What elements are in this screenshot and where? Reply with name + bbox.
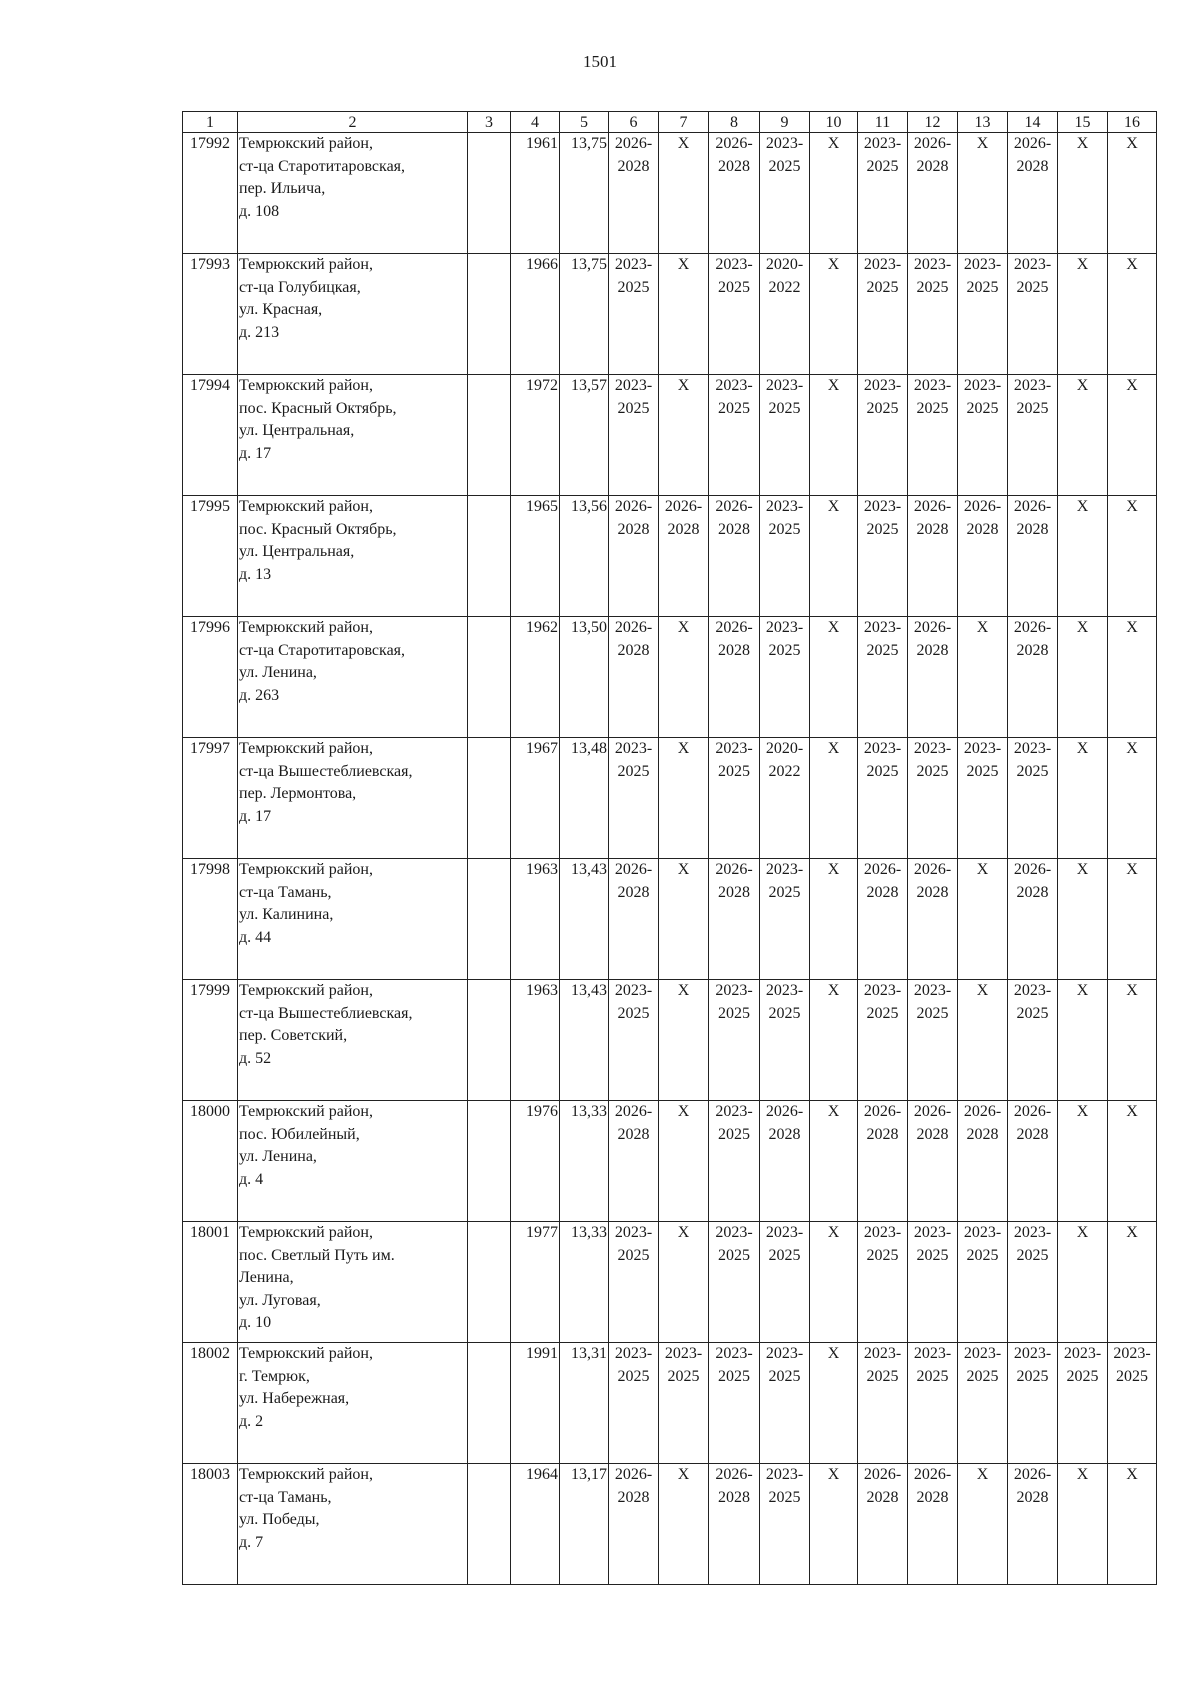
period-cell-6: 2023- 2025 [609, 375, 659, 496]
registry-table [182, 111, 1157, 1585]
table-row [183, 254, 1157, 375]
area-cell: 13,33 [560, 1101, 609, 1222]
period-cell-13: Х [958, 617, 1008, 738]
row-number-cell: 18002 [183, 1343, 238, 1464]
period-cell-6: 2023- 2025 [609, 1343, 659, 1464]
period-cell-14: 2026- 2028 [1008, 496, 1058, 617]
period-cell-8: 2026- 2028 [709, 133, 760, 254]
row-number-cell: 17999 [183, 980, 238, 1101]
period-cell-8: 2023- 2025 [709, 738, 760, 859]
area-cell: 13,75 [560, 254, 609, 375]
period-cell-15: Х [1058, 1222, 1108, 1343]
period-cell-12: 2023- 2025 [908, 738, 958, 859]
period-cell-11: 2023- 2025 [858, 1343, 908, 1464]
period-cell-13: 2023- 2025 [958, 254, 1008, 375]
table-row [183, 1343, 1157, 1464]
column-3-cell [468, 254, 511, 375]
address-cell: Темрюкский район, г. Темрюк, ул. Набережная, д. 2 [238, 1343, 468, 1464]
column-3-cell [468, 496, 511, 617]
address-cell: Темрюкский район, пос. Красный Октябрь, ул. Центральная, д. 17 [238, 375, 468, 496]
period-cell-9: 2023- 2025 [760, 1343, 810, 1464]
period-cell-6: 2023- 2025 [609, 1222, 659, 1343]
period-cell-11: 2023- 2025 [858, 617, 908, 738]
period-cell-8: 2026- 2028 [709, 617, 760, 738]
year-cell: 1963 [511, 859, 560, 980]
period-cell-16: Х [1108, 1101, 1157, 1222]
period-cell-10: Х [810, 1101, 858, 1222]
area-cell: 13,33 [560, 1222, 609, 1343]
period-cell-15: Х [1058, 496, 1108, 617]
year-cell: 1972 [511, 375, 560, 496]
table-row [183, 1222, 1157, 1343]
row-number-cell: 17993 [183, 254, 238, 375]
period-cell-13: 2023- 2025 [958, 1222, 1008, 1343]
period-cell-8: 2023- 2025 [709, 1222, 760, 1343]
period-cell-16: Х [1108, 738, 1157, 859]
row-number-cell: 17994 [183, 375, 238, 496]
column-3-cell [468, 617, 511, 738]
period-cell-6: 2023- 2025 [609, 980, 659, 1101]
period-cell-10: Х [810, 375, 858, 496]
period-cell-16: Х [1108, 254, 1157, 375]
period-cell-14: 2023- 2025 [1008, 1222, 1058, 1343]
area-cell: 13,17 [560, 1464, 609, 1585]
period-cell-9: 2023- 2025 [760, 980, 810, 1101]
period-cell-10: Х [810, 496, 858, 617]
period-cell-14: 2023- 2025 [1008, 375, 1058, 496]
period-cell-11: 2023- 2025 [858, 133, 908, 254]
row-number-cell: 17997 [183, 738, 238, 859]
column-3-cell [468, 1222, 511, 1343]
address-cell: Темрюкский район, ст-ца Старотитаровская, ул. Ленина, д. 263 [238, 617, 468, 738]
table-row [183, 1464, 1157, 1585]
period-cell-7: Х [659, 859, 709, 980]
column-header: 12 [908, 112, 958, 133]
area-cell: 13,50 [560, 617, 609, 738]
column-3-cell [468, 1464, 511, 1585]
table-row [183, 375, 1157, 496]
period-cell-14: 2023- 2025 [1008, 980, 1058, 1101]
table-row [183, 617, 1157, 738]
period-cell-8: 2023- 2025 [709, 254, 760, 375]
row-number-cell: 17996 [183, 617, 238, 738]
period-cell-6: 2026- 2028 [609, 1464, 659, 1585]
area-cell: 13,43 [560, 859, 609, 980]
row-number-cell: 18001 [183, 1222, 238, 1343]
period-cell-15: Х [1058, 254, 1108, 375]
address-cell: Темрюкский район, ст-ца Тамань, ул. Калинина, д. 44 [238, 859, 468, 980]
period-cell-7: Х [659, 1222, 709, 1343]
column-3-cell [468, 859, 511, 980]
column-header: 5 [560, 112, 609, 133]
period-cell-10: Х [810, 617, 858, 738]
registry-body [183, 133, 1157, 1585]
area-cell: 13,48 [560, 738, 609, 859]
period-cell-8: 2023- 2025 [709, 1343, 760, 1464]
period-cell-7: Х [659, 133, 709, 254]
period-cell-11: 2026- 2028 [858, 859, 908, 980]
period-cell-15: Х [1058, 133, 1108, 254]
period-cell-16: Х [1108, 1464, 1157, 1585]
period-cell-9: 2023- 2025 [760, 133, 810, 254]
period-cell-7: Х [659, 980, 709, 1101]
period-cell-11: 2023- 2025 [858, 375, 908, 496]
column-header: 9 [760, 112, 810, 133]
row-number-cell: 18003 [183, 1464, 238, 1585]
period-cell-12: 2023- 2025 [908, 980, 958, 1101]
period-cell-14: 2023- 2025 [1008, 254, 1058, 375]
period-cell-11: 2023- 2025 [858, 254, 908, 375]
period-cell-12: 2026- 2028 [908, 859, 958, 980]
period-cell-14: 2026- 2028 [1008, 133, 1058, 254]
row-number-cell: 17995 [183, 496, 238, 617]
period-cell-14: 2026- 2028 [1008, 1101, 1058, 1222]
period-cell-12: 2026- 2028 [908, 1101, 958, 1222]
year-cell: 1977 [511, 1222, 560, 1343]
area-cell: 13,57 [560, 375, 609, 496]
period-cell-8: 2023- 2025 [709, 1101, 760, 1222]
address-cell: Темрюкский район, ст-ца Старотитаровская, пер. Ильича, д. 108 [238, 133, 468, 254]
row-number-cell: 17992 [183, 133, 238, 254]
table-row [183, 1101, 1157, 1222]
column-header: 10 [810, 112, 858, 133]
column-header: 8 [709, 112, 760, 133]
period-cell-14: 2026- 2028 [1008, 1464, 1058, 1585]
period-cell-6: 2026- 2028 [609, 859, 659, 980]
period-cell-15: 2023- 2025 [1058, 1343, 1108, 1464]
period-cell-14: 2026- 2028 [1008, 617, 1058, 738]
period-cell-13: Х [958, 133, 1008, 254]
page-number: 1501 [583, 52, 617, 71]
period-cell-13: 2026- 2028 [958, 1101, 1008, 1222]
column-header: 11 [858, 112, 908, 133]
period-cell-14: 2026- 2028 [1008, 859, 1058, 980]
period-cell-15: Х [1058, 859, 1108, 980]
period-cell-8: 2026- 2028 [709, 859, 760, 980]
area-cell: 13,75 [560, 133, 609, 254]
period-cell-11: 2026- 2028 [858, 1101, 908, 1222]
column-header: 16 [1108, 112, 1157, 133]
period-cell-12: 2026- 2028 [908, 617, 958, 738]
period-cell-13: Х [958, 1464, 1008, 1585]
area-cell: 13,43 [560, 980, 609, 1101]
period-cell-9: 2023- 2025 [760, 1222, 810, 1343]
year-cell: 1976 [511, 1101, 560, 1222]
period-cell-7: Х [659, 1101, 709, 1222]
period-cell-7: Х [659, 254, 709, 375]
period-cell-6: 2023- 2025 [609, 738, 659, 859]
period-cell-13: 2023- 2025 [958, 738, 1008, 859]
period-cell-11: 2023- 2025 [858, 738, 908, 859]
year-cell: 1964 [511, 1464, 560, 1585]
period-cell-6: 2023- 2025 [609, 254, 659, 375]
period-cell-15: Х [1058, 1464, 1108, 1585]
address-cell: Темрюкский район, ст-ца Тамань, ул. Победы, д. 7 [238, 1464, 468, 1585]
period-cell-9: 2023- 2025 [760, 375, 810, 496]
period-cell-12: 2026- 2028 [908, 133, 958, 254]
period-cell-11: 2023- 2025 [858, 1222, 908, 1343]
period-cell-12: 2026- 2028 [908, 496, 958, 617]
period-cell-16: Х [1108, 496, 1157, 617]
period-cell-7: Х [659, 375, 709, 496]
period-cell-11: 2023- 2025 [858, 980, 908, 1101]
period-cell-16: Х [1108, 980, 1157, 1101]
period-cell-12: 2023- 2025 [908, 1343, 958, 1464]
period-cell-16: Х [1108, 375, 1157, 496]
year-cell: 1965 [511, 496, 560, 617]
period-cell-10: Х [810, 1222, 858, 1343]
year-cell: 1966 [511, 254, 560, 375]
period-cell-10: Х [810, 738, 858, 859]
period-cell-7: Х [659, 738, 709, 859]
row-number-cell: 17998 [183, 859, 238, 980]
period-cell-16: Х [1108, 617, 1157, 738]
year-cell: 1967 [511, 738, 560, 859]
period-cell-11: 2026- 2028 [858, 1464, 908, 1585]
period-cell-12: 2023- 2025 [908, 254, 958, 375]
period-cell-15: Х [1058, 1101, 1108, 1222]
period-cell-15: Х [1058, 980, 1108, 1101]
period-cell-13: Х [958, 859, 1008, 980]
period-cell-10: Х [810, 1464, 858, 1585]
period-cell-8: 2023- 2025 [709, 375, 760, 496]
column-3-cell [468, 980, 511, 1101]
year-cell: 1991 [511, 1343, 560, 1464]
period-cell-14: 2023- 2025 [1008, 1343, 1058, 1464]
period-cell-12: 2026- 2028 [908, 1464, 958, 1585]
column-header: 4 [511, 112, 560, 133]
period-cell-12: 2023- 2025 [908, 1222, 958, 1343]
period-cell-16: 2023- 2025 [1108, 1343, 1157, 1464]
column-3-cell [468, 1101, 511, 1222]
period-cell-10: Х [810, 859, 858, 980]
period-cell-16: Х [1108, 859, 1157, 980]
table-row [183, 738, 1157, 859]
address-cell: Темрюкский район, ст-ца Голубицкая, ул. Красная, д. 213 [238, 254, 468, 375]
period-cell-6: 2026- 2028 [609, 1101, 659, 1222]
period-cell-13: 2023- 2025 [958, 375, 1008, 496]
column-3-cell [468, 133, 511, 254]
area-cell: 13,56 [560, 496, 609, 617]
column-header: 3 [468, 112, 511, 133]
column-header: 14 [1008, 112, 1058, 133]
period-cell-9: 2020- 2022 [760, 738, 810, 859]
column-3-cell [468, 375, 511, 496]
period-cell-10: Х [810, 133, 858, 254]
period-cell-11: 2023- 2025 [858, 496, 908, 617]
period-cell-9: 2020- 2022 [760, 254, 810, 375]
address-cell: Темрюкский район, пос. Светлый Путь им. Ленина, ул. Луговая, д. 10 [238, 1222, 468, 1343]
year-cell: 1962 [511, 617, 560, 738]
column-3-cell [468, 738, 511, 859]
period-cell-13: 2026- 2028 [958, 496, 1008, 617]
period-cell-15: Х [1058, 738, 1108, 859]
address-cell: Темрюкский район, ст-ца Вышестеблиевская, пер. Лермонтова, д. 17 [238, 738, 468, 859]
period-cell-7: 2026- 2028 [659, 496, 709, 617]
row-number-cell: 18000 [183, 1101, 238, 1222]
period-cell-8: 2026- 2028 [709, 1464, 760, 1585]
table-row [183, 496, 1157, 617]
column-header: 15 [1058, 112, 1108, 133]
period-cell-15: Х [1058, 375, 1108, 496]
period-cell-14: 2023- 2025 [1008, 738, 1058, 859]
area-cell: 13,31 [560, 1343, 609, 1464]
address-cell: Темрюкский район, ст-ца Вышестеблиевская, пер. Советский, д. 52 [238, 980, 468, 1101]
period-cell-13: 2023- 2025 [958, 1343, 1008, 1464]
period-cell-12: 2023- 2025 [908, 375, 958, 496]
period-cell-15: Х [1058, 617, 1108, 738]
period-cell-7: Х [659, 617, 709, 738]
table-row [183, 980, 1157, 1101]
column-header: 2 [238, 112, 468, 133]
period-cell-10: Х [810, 980, 858, 1101]
period-cell-7: 2023- 2025 [659, 1343, 709, 1464]
period-cell-10: Х [810, 254, 858, 375]
address-cell: Темрюкский район, пос. Юбилейный, ул. Ленина, д. 4 [238, 1101, 468, 1222]
period-cell-6: 2026- 2028 [609, 617, 659, 738]
period-cell-13: Х [958, 980, 1008, 1101]
column-header: 7 [659, 112, 709, 133]
column-header: 1 [183, 112, 238, 133]
table-row [183, 133, 1157, 254]
table-row [183, 859, 1157, 980]
period-cell-9: 2023- 2025 [760, 859, 810, 980]
period-cell-8: 2026- 2028 [709, 496, 760, 617]
period-cell-9: 2023- 2025 [760, 1464, 810, 1585]
year-cell: 1963 [511, 980, 560, 1101]
period-cell-16: Х [1108, 133, 1157, 254]
column-3-cell [468, 1343, 511, 1464]
period-cell-8: 2023- 2025 [709, 980, 760, 1101]
header-row [183, 112, 1157, 133]
period-cell-9: 2026- 2028 [760, 1101, 810, 1222]
address-cell: Темрюкский район, пос. Красный Октябрь, ул. Центральная, д. 13 [238, 496, 468, 617]
period-cell-6: 2026- 2028 [609, 496, 659, 617]
period-cell-6: 2026- 2028 [609, 133, 659, 254]
column-header: 13 [958, 112, 1008, 133]
period-cell-10: Х [810, 1343, 858, 1464]
year-cell: 1961 [511, 133, 560, 254]
period-cell-7: Х [659, 1464, 709, 1585]
period-cell-9: 2023- 2025 [760, 496, 810, 617]
period-cell-16: Х [1108, 1222, 1157, 1343]
column-header: 6 [609, 112, 659, 133]
period-cell-9: 2023- 2025 [760, 617, 810, 738]
